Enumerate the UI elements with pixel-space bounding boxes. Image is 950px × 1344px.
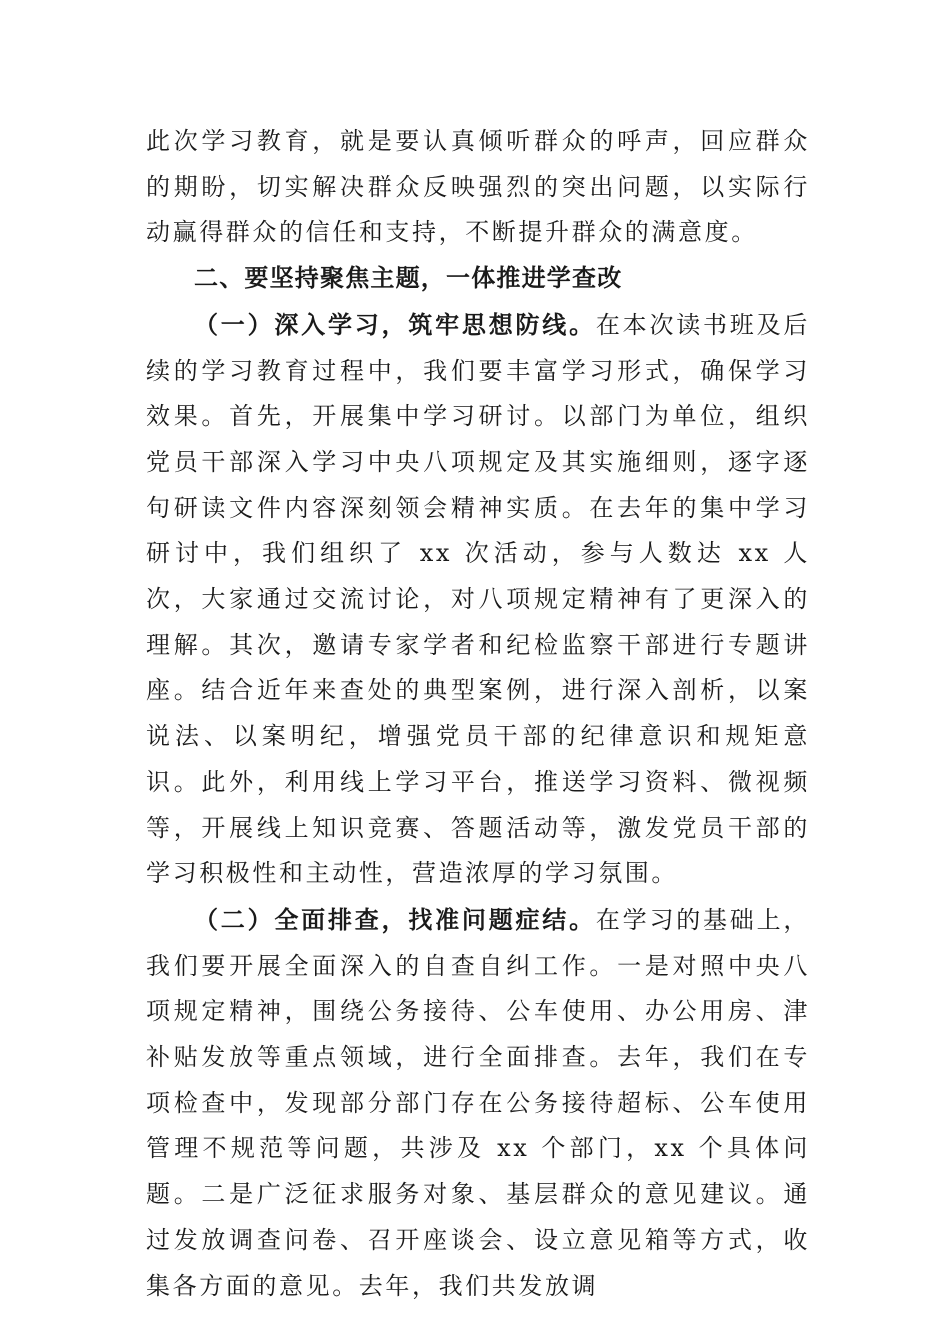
subsection-1-body: 在本次读书班及后续的学习教育过程中，我们要丰富学习形式，确保学习效果。首先，开展集中学习研讨。以部门为单位，组织党员干部深入学习中央八项规定及其实施细则，逐字逐句研读文件内容深刻领会精神实质。在去年的集中学习研讨中，我们组织了 xx 次活动，参与人数达 xx 人次，大家通过交流讨论，对八项规定精神有了更深入的理解。其次，邀请专家学者和纪检监察干部进行专题讲座。结合近年来查处的典型案例，进行深入剖析，以案说法、以案明纪，增强党员干部的纪律意识和规矩意识。此外，利用线上学习平台，推送学习资料、微视频等，开展线上知识竞赛、答题活动等，激发党员干部的学习积极性和主动性，营造浓厚的学习氛围。: [146, 310, 810, 888]
subsection-2-body: 在学习的基础上，我们要开展全面深入的自查自纠工作。一是对照中央八项规定精神，围绕公务接待、公车使用、办公用房、津补贴发放等重点领域，进行全面排查。去年，我们在专项检查中，发现部分部门存在公务接待超标、公车使用管理不规范等问题，共涉及 xx 个部门，xx 个具体问题。二是广泛征求服务对象、基层群众的意见建议。通过发放调查问卷、召开座谈会、设立意见箱等方式，收集各方面的意见。去年，我们共发放调: [146, 905, 810, 1300]
subsection-2-paragraph: [146, 897, 810, 1309]
subsection-2-lead: （二）全面排查，找准问题症结。: [194, 904, 596, 934]
section-heading: 二、要坚持聚焦主题，一体推进学查改: [194, 264, 623, 293]
subsection-1-paragraph: [146, 302, 810, 897]
subsection-1-lead: （一）深入学习，筑牢思想防线。: [194, 309, 596, 339]
intro-paragraph: 此次学习教育，就是要认真倾听群众的呼声，回应群众的期盼，切实解决群众反映强烈的突出问题，以实际行动赢得群众的信任和支持，不断提升群众的满意度。: [146, 127, 810, 247]
document-body: [146, 119, 810, 1309]
